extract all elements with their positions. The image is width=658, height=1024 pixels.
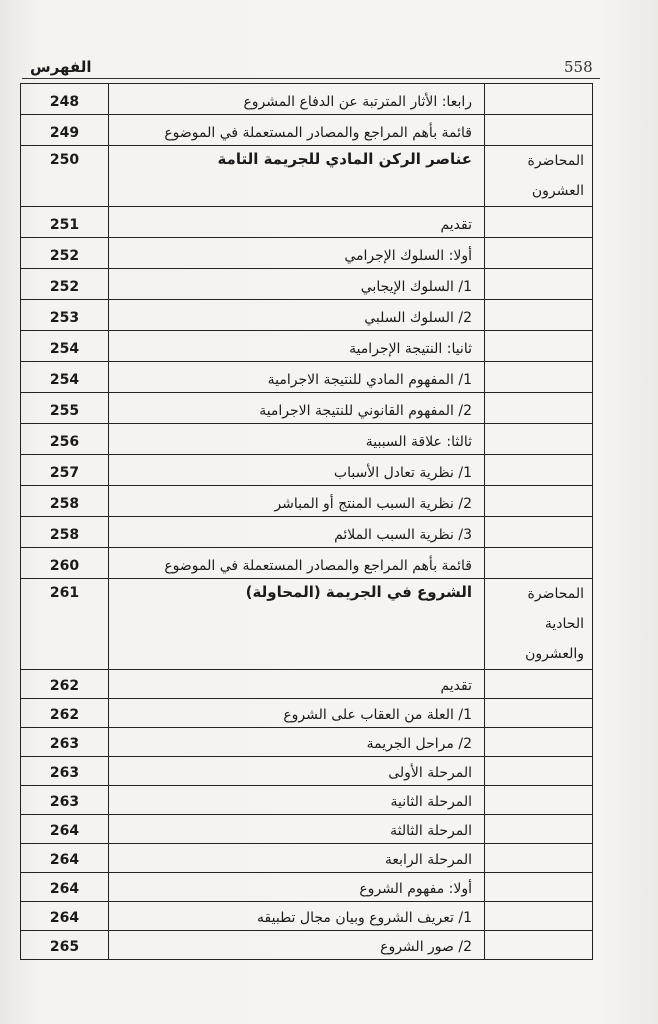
toc-page: 263 [21,786,109,815]
toc-entry: 2/ نظرية السبب المنتج أو المباشر [109,486,485,517]
toc-page: 262 [21,699,109,728]
toc-lecture: المحاضرة الحادية والعشرون [485,579,593,670]
toc-lecture [485,786,593,815]
toc-row [21,238,593,269]
toc-row [21,269,593,300]
toc-lecture [485,486,593,517]
toc-row [21,728,593,757]
toc-lecture [485,670,593,699]
header-rule [22,78,600,79]
toc-lecture [485,517,593,548]
toc-lecture [485,362,593,393]
toc-lecture [485,902,593,931]
toc-row [21,548,593,579]
toc-page: 254 [21,362,109,393]
toc-lecture [485,931,593,960]
toc-page: 254 [21,331,109,362]
toc-page: 252 [21,269,109,300]
toc-entry: رابعا: الأثار المترتبة عن الدفاع المشروع [109,84,485,115]
toc-page: 265 [21,931,109,960]
toc-row [21,362,593,393]
toc-row [21,931,593,960]
toc-row [21,115,593,146]
toc-entry: المرحلة الثالثة [109,815,485,844]
toc-entry: 1/ تعريف الشروع وبيان مجال تطبيقه [109,902,485,931]
toc-row [21,670,593,699]
toc-lecture [485,728,593,757]
toc-row [21,757,593,786]
toc-lecture [485,455,593,486]
toc-page: 251 [21,207,109,238]
toc-page: 263 [21,757,109,786]
toc-lecture [485,548,593,579]
toc-page: 255 [21,393,109,424]
toc-page: 258 [21,517,109,548]
toc-row [21,815,593,844]
toc-entry: المرحلة الثانية [109,786,485,815]
toc-entry: 1/ العلة من العقاب على الشروع [109,699,485,728]
toc-row [21,902,593,931]
toc-lecture [485,393,593,424]
toc-row [21,146,593,207]
toc-lecture: المحاضرة العشرون [485,146,593,207]
toc-row [21,424,593,455]
toc-lecture [485,300,593,331]
toc-page: 250 [21,146,109,207]
toc-page: 256 [21,424,109,455]
toc-page: 263 [21,728,109,757]
toc-row [21,300,593,331]
toc-page: 264 [21,902,109,931]
toc-lecture [485,815,593,844]
toc-page: 260 [21,548,109,579]
toc-lecture [485,238,593,269]
toc-lecture [485,699,593,728]
toc-entry-heading: عناصر الركن المادي للجريمة التامة [109,146,485,207]
toc-entry: 1/ نظرية تعادل الأسباب [109,455,485,486]
toc-page: 258 [21,486,109,517]
toc-lecture [485,207,593,238]
toc-lecture [485,873,593,902]
toc-page: 249 [21,115,109,146]
toc-entry: 2/ مراحل الجريمة [109,728,485,757]
toc-page: 261 [21,579,109,670]
toc-page: 257 [21,455,109,486]
page-number: 558 [564,58,593,76]
toc-lecture [485,115,593,146]
toc-page: 264 [21,844,109,873]
toc-row [21,207,593,238]
toc-entry: قائمة بأهم المراجع والمصادر المستعملة في الموضوع [109,548,485,579]
toc-entry: 2/ المفهوم القانوني للنتيجة الاجرامية [109,393,485,424]
toc-page: 253 [21,300,109,331]
toc-entry: تقديم [109,207,485,238]
toc-entry: 1/ المفهوم المادي للنتيجة الاجرامية [109,362,485,393]
toc-row [21,844,593,873]
toc-entry: ثالثا: علاقة السببية [109,424,485,455]
toc-entry: 2/ السلوك السلبي [109,300,485,331]
toc-table [20,83,593,960]
toc-entry-heading: الشروع في الجريمة (المحاولة) [109,579,485,670]
toc-row [21,455,593,486]
page-header [22,58,600,80]
toc-row [21,579,593,670]
toc-row [21,699,593,728]
toc-row [21,486,593,517]
toc-lecture [485,269,593,300]
toc-lecture [485,844,593,873]
toc-row [21,786,593,815]
toc-entry: المرحلة الأولى [109,757,485,786]
toc-entry: أولا: السلوك الإجرامي [109,238,485,269]
toc-row [21,331,593,362]
toc-lecture [485,331,593,362]
running-title: الفهرس [30,58,92,76]
toc-entry: 2/ صور الشروع [109,931,485,960]
toc-row [21,84,593,115]
toc-lecture [485,424,593,455]
toc-entry: أولا: مفهوم الشروع [109,873,485,902]
toc-page: 264 [21,815,109,844]
toc-row [21,393,593,424]
toc-row [21,873,593,902]
toc-page: 248 [21,84,109,115]
toc-entry: تقديم [109,670,485,699]
toc-page: 264 [21,873,109,902]
toc-entry: 3/ نظرية السبب الملائم [109,517,485,548]
toc-entry: ثانيا: النتيجة الإجرامية [109,331,485,362]
toc-page: 252 [21,238,109,269]
toc-row [21,517,593,548]
toc-entry: 1/ السلوك الإيجابي [109,269,485,300]
toc-entry: المرحلة الرابعة [109,844,485,873]
toc-lecture [485,757,593,786]
toc-entry: قائمة بأهم المراجع والمصادر المستعملة في الموضوع [109,115,485,146]
toc-page: 262 [21,670,109,699]
toc-lecture [485,84,593,115]
